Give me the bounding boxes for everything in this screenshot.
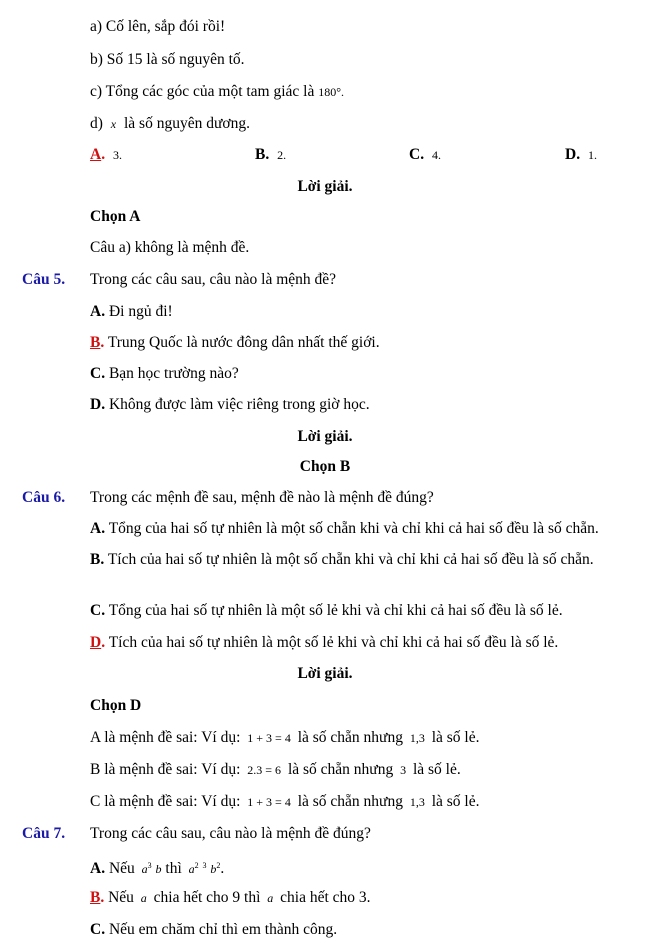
q7-math-b2: b xyxy=(210,862,217,876)
explanation-math-2: 3 xyxy=(400,763,407,777)
option-a xyxy=(90,145,122,165)
explanation-post: là số lẻ. xyxy=(431,729,480,746)
option-c-value: 4. xyxy=(431,148,441,162)
statement-d xyxy=(90,114,250,134)
q6-option-b-text: Tích của hai số tự nhiên là một số chẵn khi và chỉ khi cả hai số đều là số chẵn. xyxy=(107,551,594,568)
q7-math-sup: 2 xyxy=(194,861,199,870)
q6-explanation-a xyxy=(90,728,480,748)
q6-option-d-sep: . xyxy=(101,634,106,651)
option-a-value: 3. xyxy=(112,148,122,162)
q7-option-a-letter: A. xyxy=(90,860,106,877)
statement-b: b) Số 15 là số nguyên tố. xyxy=(90,51,245,68)
q5-option-b-sep: . xyxy=(100,334,105,351)
q6-option-a-text: Tổng của hai số tự nhiên là một số chẵn khi và chỉ khi cả hai số đều là số chẵn. xyxy=(108,520,599,537)
q6-chosen-answer: Chọn D xyxy=(90,697,142,714)
q6-option-c-text: Tổng của hai số tự nhiên là một số lẻ khi và chỉ khi cả hai số đều là số lẻ. xyxy=(108,602,563,619)
statement-d-pre: d) xyxy=(90,115,103,132)
explanation-math-2: 1,3 xyxy=(409,795,425,809)
q7-option-b-sep: . xyxy=(100,889,105,906)
q7-var-a2: a xyxy=(267,891,274,905)
explanation-post: là số lẻ. xyxy=(412,761,461,778)
explanation-pre: A là mệnh đề sai: Ví dụ: xyxy=(90,729,241,746)
explanation-mid: là số chẵn nhưng xyxy=(297,793,403,810)
explanation-pre: C là mệnh đề sai: Ví dụ: xyxy=(90,793,241,810)
statement-a: a) Cố lên, sắp đói rồi! xyxy=(90,18,226,35)
statement-c-text: c) Tổng các góc của một tam giác là xyxy=(90,83,315,100)
q5-option-d xyxy=(90,395,370,415)
q6-option-d-letter: D xyxy=(90,634,102,651)
question-text: Trong các câu sau, câu nào là mệnh đề đúng? xyxy=(90,825,371,842)
q7-option-a-pre: Nếu xyxy=(108,860,135,877)
explanation-mid: là số chẵn nhưng xyxy=(287,761,394,778)
statement-c xyxy=(90,82,344,102)
q5-option-c xyxy=(90,364,239,384)
q5-option-d-text: Không được làm việc riêng trong giờ học. xyxy=(108,396,370,413)
q5-solution-heading: Lời giải. xyxy=(297,428,353,445)
solution-heading: Lời giải. xyxy=(297,178,353,195)
question-label: Câu 7. xyxy=(22,825,66,842)
explanation-mid: là số chẵn nhưng xyxy=(297,729,403,746)
explanation-math-2: 1,3 xyxy=(409,731,425,745)
option-b-letter: B. xyxy=(255,146,270,163)
statement-c-math: 180°. xyxy=(318,85,345,99)
q6-option-d-text: Tích của hai số tự nhiên là một số lẻ khi và chỉ khi cả hai số đều là số lẻ. xyxy=(108,634,559,651)
q6-option-c-letter: C. xyxy=(90,602,106,619)
q5-option-b-text: Trung Quốc là nước đông dân nhất thế giới. xyxy=(107,334,380,351)
explanation-math: 2.3 = 6 xyxy=(247,763,282,777)
q5-option-a-text: Đi ngủ đi! xyxy=(108,303,173,320)
q5-option-c-letter: C. xyxy=(90,365,106,382)
q7-math-sup: 3 xyxy=(147,861,152,870)
q7-option-b xyxy=(90,888,371,908)
q7-math-b: b xyxy=(155,862,162,876)
explanation-post: là số lẻ. xyxy=(431,793,480,810)
statement-d-post: là số nguyên dương. xyxy=(124,115,250,132)
question-text: Trong các mệnh đề sau, mệnh đề nào là mệnh đề đúng? xyxy=(90,489,434,506)
q7-option-b-mid: chia hết cho 9 thì xyxy=(153,889,261,906)
q6-option-a xyxy=(90,519,599,539)
q5-chosen-answer: Chọn B xyxy=(299,458,351,475)
q6-option-b-letter: B. xyxy=(90,551,105,568)
q6-option-a-letter: A. xyxy=(90,520,106,537)
question-label: Câu 6. xyxy=(22,489,66,506)
option-d-letter: D. xyxy=(565,146,581,163)
option-a-letter: A xyxy=(90,146,102,163)
q5-option-a-letter: A. xyxy=(90,303,106,320)
explanation-math: 1 + 3 = 4 xyxy=(247,795,291,809)
q7-math-a: a xyxy=(141,862,148,876)
option-c xyxy=(409,145,441,165)
q7-option-c-text: Nếu em chăm chỉ thì em thành công. xyxy=(108,921,338,938)
option-d xyxy=(565,145,597,165)
q7-option-a-mid: thì xyxy=(165,860,182,877)
q6-option-b xyxy=(90,550,594,570)
option-b xyxy=(255,145,286,165)
q7-math-sup: 3 xyxy=(202,861,207,870)
option-b-value: 2. xyxy=(277,148,287,162)
q5-option-a xyxy=(90,302,173,322)
q7-option-b-letter: B xyxy=(90,889,101,906)
q7-option-c xyxy=(90,920,337,940)
option-d-value: 1. xyxy=(587,148,597,162)
explanation-pre: B là mệnh đề sai: Ví dụ: xyxy=(90,761,241,778)
q5-option-c-text: Bạn học trường nào? xyxy=(108,365,239,382)
q7-option-a xyxy=(90,856,224,879)
question-label: Câu 5. xyxy=(22,271,66,288)
q7-option-b-post: chia hết cho 3. xyxy=(280,889,371,906)
q7-math-sup: 2 xyxy=(216,861,221,870)
q7-var-a: a xyxy=(140,891,147,905)
q7-option-a-end: . xyxy=(220,860,225,877)
explanation-math: 1 + 3 = 4 xyxy=(247,731,291,745)
q6-explanation-b xyxy=(90,760,461,780)
q6-option-d xyxy=(90,633,558,653)
q5-option-b-letter: B xyxy=(90,334,101,351)
option-a-sep: . xyxy=(101,146,106,163)
q6-solution-heading: Lời giải. xyxy=(297,665,353,682)
q6-explanation-c xyxy=(90,792,480,812)
explanation: Câu a) không là mệnh đề. xyxy=(90,239,250,256)
statement-d-var: x xyxy=(110,117,117,131)
chosen-answer: Chọn A xyxy=(90,208,141,225)
option-c-letter: C. xyxy=(409,146,425,163)
q7-option-b-pre: Nếu xyxy=(108,889,134,906)
q6-option-c xyxy=(90,601,563,621)
q5-option-d-letter: D. xyxy=(90,396,106,413)
q7-option-c-letter: C. xyxy=(90,921,106,938)
q7-math-a2: a xyxy=(188,862,195,876)
question-text: Trong các câu sau, câu nào là mệnh đề? xyxy=(90,271,337,288)
q5-option-b xyxy=(90,333,380,353)
